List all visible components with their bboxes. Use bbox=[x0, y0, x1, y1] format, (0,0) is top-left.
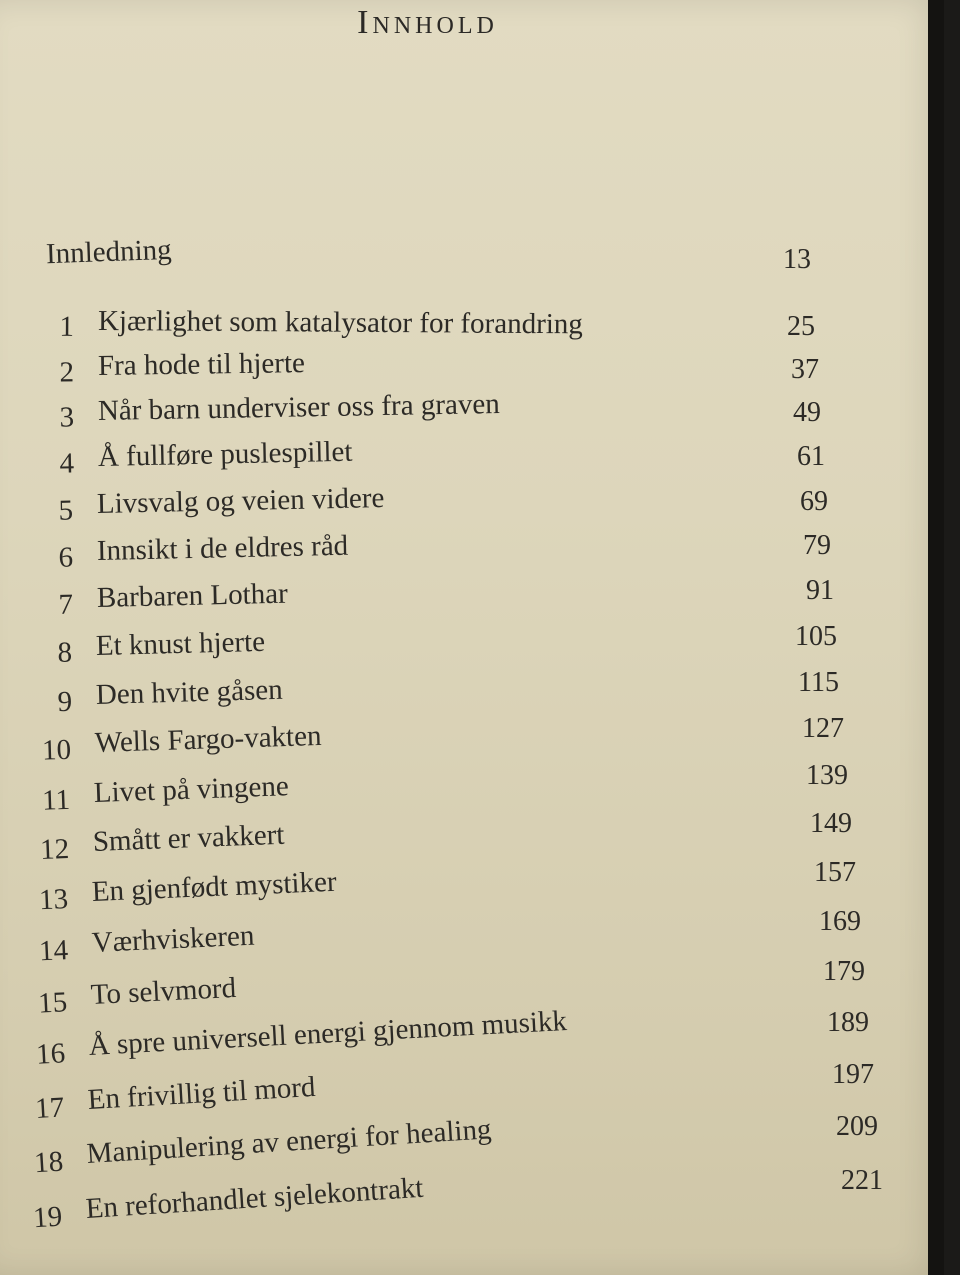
toc-entry-5 bbox=[0, 474, 760, 530]
chapter-number: 4 bbox=[59, 447, 75, 480]
chapter-number: 2 bbox=[59, 356, 75, 389]
chapter-title: Barbaren Lothar bbox=[96, 577, 289, 614]
chapter-title: Kjærlighet som katalysator for forandring bbox=[97, 305, 583, 341]
chapter-page-number: 179 bbox=[823, 956, 865, 987]
chapter-number: 6 bbox=[58, 541, 74, 574]
chapter-page-number: 91 bbox=[806, 575, 834, 606]
chapter-title: Å fullføre puslespillet bbox=[97, 435, 353, 473]
intro-row bbox=[45, 234, 172, 271]
chapter-title: Fra hode til hjerte bbox=[97, 347, 306, 382]
chapter-title: Smått er vakkert bbox=[92, 818, 285, 858]
chapter-title: Et knust hjerte bbox=[95, 625, 266, 662]
chapter-page-number: 115 bbox=[798, 667, 839, 698]
chapter-number: 13 bbox=[38, 883, 69, 917]
page-edge-shadow bbox=[928, 0, 944, 1275]
chapter-page-number: 149 bbox=[810, 808, 852, 839]
chapter-title: En reforhandlet sjelekontrakt bbox=[84, 1171, 425, 1225]
chapter-number: 1 bbox=[59, 310, 75, 343]
chapter-title: En gjenfødt mystiker bbox=[91, 865, 338, 908]
chapter-page-number: 221 bbox=[841, 1165, 883, 1196]
chapter-page-number: 69 bbox=[800, 486, 828, 517]
chapter-number: 8 bbox=[57, 636, 73, 669]
chapter-title: En frivillig til mord bbox=[86, 1070, 317, 1116]
chapter-page-number: 49 bbox=[793, 397, 821, 428]
chapter-number: 7 bbox=[58, 588, 74, 621]
intro-label: Innledning bbox=[45, 233, 173, 271]
chapter-number: 15 bbox=[37, 986, 68, 1020]
chapter-title: Den hvite gåsen bbox=[95, 673, 284, 711]
chapter-page-number: 209 bbox=[836, 1111, 878, 1142]
chapter-page-number: 127 bbox=[802, 713, 844, 744]
page-title: Innhold bbox=[357, 4, 498, 41]
chapter-number: 19 bbox=[32, 1200, 64, 1235]
chapter-number: 14 bbox=[38, 934, 69, 968]
chapter-title: Når barn underviser oss fra graven bbox=[97, 387, 500, 427]
chapter-title: Wells Fargo-vakten bbox=[94, 719, 322, 759]
chapter-number: 16 bbox=[35, 1037, 66, 1071]
chapter-page-number: 197 bbox=[832, 1059, 874, 1090]
chapter-page-number: 157 bbox=[814, 857, 856, 888]
chapter-title: Innsikt i de eldres råd bbox=[96, 529, 349, 567]
chapter-page-number: 79 bbox=[803, 530, 831, 561]
chapter-title: Å spre universell energi gjennom musikk bbox=[87, 1004, 568, 1062]
chapter-page-number: 169 bbox=[819, 906, 861, 937]
chapter-page-number: 105 bbox=[795, 621, 837, 652]
chapter-number: 17 bbox=[34, 1091, 66, 1126]
chapter-title: Manipulering av energi for healing bbox=[85, 1113, 493, 1170]
chapter-title: Livsvalg og veien videre bbox=[96, 481, 385, 520]
toc-entry-4 bbox=[0, 427, 760, 483]
chapter-title: To selvmord bbox=[90, 971, 237, 1011]
chapter-title: Værhviskeren bbox=[91, 919, 256, 959]
chapter-number: 10 bbox=[41, 733, 72, 767]
chapter-number: 11 bbox=[41, 783, 71, 817]
chapter-page-number: 139 bbox=[806, 760, 848, 791]
chapter-page-number: 61 bbox=[797, 441, 825, 472]
toc-entry-2 bbox=[0, 341, 760, 392]
chapter-number: 9 bbox=[57, 685, 73, 719]
chapter-page-number: 189 bbox=[827, 1007, 869, 1038]
chapter-title: Livet på vingene bbox=[93, 770, 290, 809]
chapter-number: 12 bbox=[39, 832, 70, 867]
chapter-number: 5 bbox=[58, 494, 74, 527]
chapter-page-number: 37 bbox=[791, 354, 819, 385]
chapter-page-number: 25 bbox=[787, 311, 815, 342]
chapter-number: 3 bbox=[59, 401, 75, 434]
intro-page-number: 13 bbox=[783, 244, 811, 275]
chapter-number: 18 bbox=[33, 1145, 65, 1180]
